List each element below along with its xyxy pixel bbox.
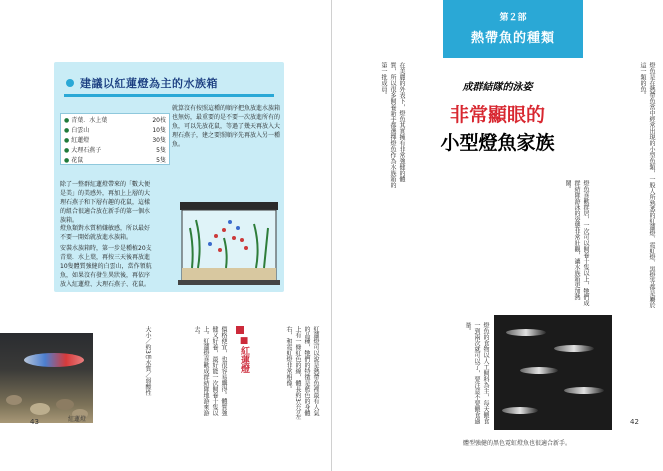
aquarium-tank-illustration (176, 198, 282, 286)
bullet-icon: ● (64, 137, 70, 144)
box-title: 建議以紅蓮燈為主的水族箱 (80, 77, 218, 90)
body-column-2: 在美麗的外表下，燈魚其實擁有非常強健的體質，所以很多飼養新手都選擇燈魚作為水族箱的第一批成員。 (380, 62, 405, 188)
species-heading: ■紅蓮燈 (239, 336, 249, 373)
species-list (60, 113, 170, 165)
photo-caption: 紅蓮燈 (68, 416, 87, 423)
fish-photo-right (494, 315, 612, 430)
heading-square-icon (236, 326, 244, 334)
list-item: ● 白雲山 10隻 (64, 127, 166, 134)
species-text-column-2: 價格便宜，也很容易購得。體質強健又好養，最好能一次飼養十隻以上。紅蓮燈喜歡成群結隊地游來游去。 (193, 326, 227, 416)
fish-photo-left (0, 333, 93, 423)
list-item: ● 花鼠 5隻 (64, 157, 166, 164)
part-title: 熱帶魚的種類 (470, 31, 555, 46)
box-paragraph-2: 燈魚類對水質稍嫌敏感，所以最好不要一開始就放進水族箱。 (60, 225, 151, 241)
page-number: 43 (30, 418, 39, 426)
bullet-icon: ● (64, 147, 70, 154)
bullet-icon: ● (64, 117, 70, 124)
list-item: ● 紅蓮燈 30隻 (64, 137, 166, 144)
headline-red: 非常顯眼的 (449, 104, 545, 126)
fish-image (24, 353, 84, 367)
list-item: ● 青葉．水上葉 20枝 (64, 117, 166, 124)
part-label: 第２部 (499, 13, 527, 23)
bullet-circle-icon (66, 79, 74, 87)
box-paragraph-3: 安裝水族箱時，第一步是種植20支青葉．水上葉，再按三天後再放進10隻體質強健的白雲山，當作領航魚，如果沒有發生異狀後，再依序放入紅蓮燈、大理石燕子、花鼠。 (60, 245, 152, 288)
body-column-3: 燈魚喜歡群居，一次可以飼養十隻以上，牠們成群結隊游泳的姿態非常壯觀，讓水族箱更加熱鬧。 (564, 180, 589, 306)
body-column-4: 燈魚的食物以人工飼料為主，每天餵食一到兩次就可以了，要注意不要餵食過量。 (464, 322, 489, 424)
list-item: ● 大理石燕子 5隻 (64, 147, 166, 154)
bullet-icon: ● (64, 157, 70, 164)
kicker: 成群結隊的泳姿 (462, 82, 533, 93)
body-column-1: 燈魚是在熱帶魚當中經常出現的小型魚類，一般人所熟悉的紅蓮燈、霓虹燈、黑燈等都是屬於這一類的魚。 (639, 62, 655, 308)
page-number: 42 (630, 418, 639, 426)
box-paragraph-1: 除了一整群紅蓮燈帶來的「數大便是美」的美感外，再加上上層的大理石燕子和下層有趣的花鼠，這樣的組合很適合放在新手的第一個水族箱。 (60, 181, 151, 224)
headline-black: 小型燈魚家族 (440, 132, 555, 154)
photo-caption: 體型強健的黑色霓虹燈魚也很適合新手。 (463, 440, 572, 447)
intro-paragraph: 就算沒有按照這種的順序把魚放進水族箱也無妨，最重要的是不要一次放進所有的魚，可以先放花鼠，等過了幾天再放入大理石燕子，建之要照順序先再放入另一種魚。 (172, 105, 281, 148)
species-spec-column: 大小／約3㎝水質／弱酸性 (144, 326, 151, 396)
bullet-icon: ● (64, 127, 70, 134)
species-text-column-1: 紅蓮燈可以說是熱帶魚裡最有人氣的品種，牠們的特徵是藍色的身體上有一條紅色的線，體長約3公分左右，和霓虹燈非常相像。 (285, 326, 319, 420)
